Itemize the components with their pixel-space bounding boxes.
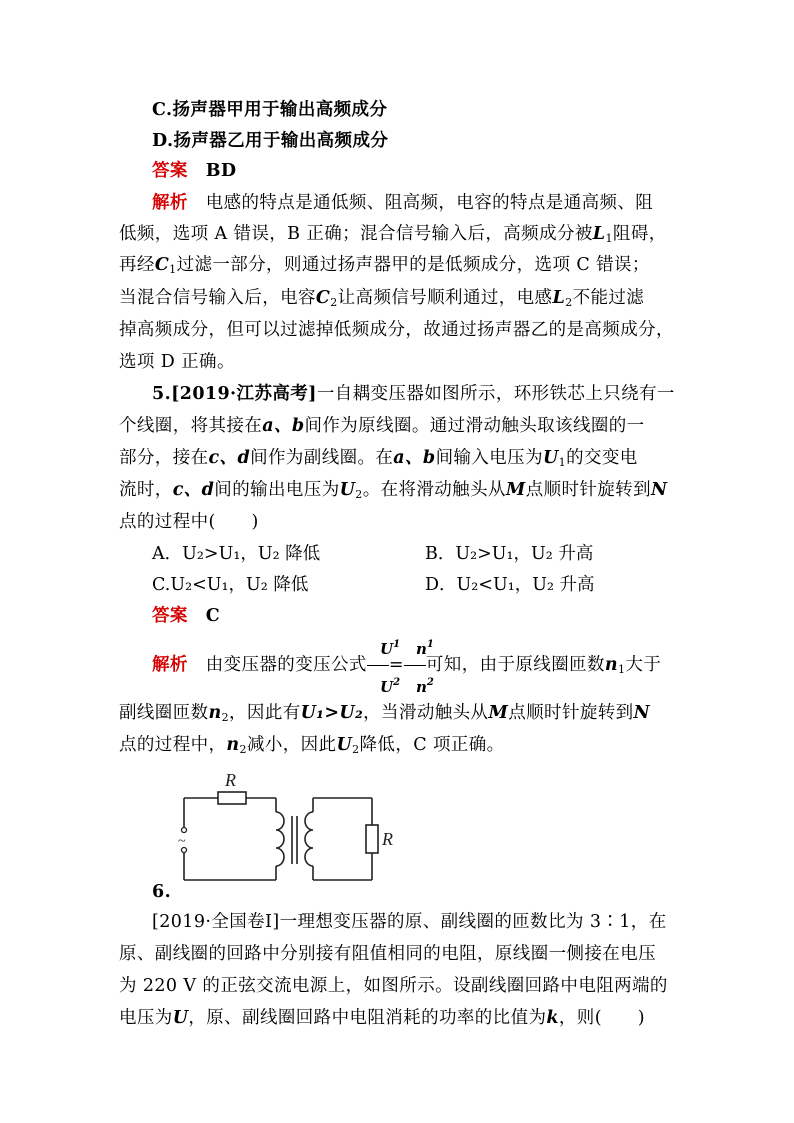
q6-line-2: 原、副线圈的回路中分别接有阻值相同的电阻，原线圈一侧接在电压	[119, 944, 656, 964]
q6-number: 6.	[152, 882, 172, 902]
ac-source-symbol: ~	[178, 834, 186, 849]
secondary-coil	[305, 812, 313, 866]
analysis-label: 解析	[152, 193, 188, 213]
q6-line-4: 电压为U，原、副线圈回路中电阻消耗的功率的比值为k，则( )	[119, 1008, 645, 1028]
q6-line-3: 为 220 V 的正弦交流电源上，如图所示。设副线圈回路中电阻两端的	[119, 976, 668, 996]
q5-line-3: 部分，接在c、d间作为副线圈。在a、b间输入电压为$U_1$的交变电	[119, 448, 638, 469]
formula-u2: $U^2$	[380, 677, 401, 696]
q5-analysis-line-1: 解析 由变压器的变压公式 = 可知，由于原线圈匝数$n_1$大于	[152, 655, 662, 676]
q5-answer-label: 答案	[152, 606, 188, 626]
q5-option-b: B．U₂>U₁，U₂ 升高	[425, 544, 594, 564]
option-c: C.扬声器甲用于输出高频成分	[152, 100, 388, 120]
resistor-label-right: R	[382, 829, 393, 849]
formula-u1: $U^1$	[380, 639, 401, 658]
q5-line-2: 个线圈，将其接在a、b间作为原线圈。通过滑动触头取该线圈的一	[119, 416, 645, 436]
analysis-line-6: 选项 D 正确。	[119, 352, 235, 372]
answer-label: 答案	[152, 161, 188, 181]
q5-line-4: 流时，c、d间的输出电压为$U_2$。在将滑动触头从M点顺时针旋转到N	[119, 480, 668, 501]
q5-option-d: D．U₂<U₁，U₂ 升高	[425, 575, 595, 595]
analysis-line-4: 当混合信号输入后，电容$C_2$让高频信号顺利通过，电感$L_2$不能过滤	[119, 288, 645, 309]
q6-line-1: [2019·全国卷Ⅰ]一理想变压器的原、副线圈的匝数比为 3∶1，在	[152, 912, 667, 932]
q5-analysis-label: 解析	[152, 655, 188, 675]
resistor-label-left: R	[225, 770, 236, 790]
transformer-circuit-figure	[168, 768, 400, 890]
formula-n1: $n^1$	[416, 639, 434, 658]
q5-analysis-line-3: 点的过程中，$n_2$减小，因此$U_2$降低，C 项正确。	[119, 735, 505, 756]
answer-line	[152, 161, 236, 181]
answer-value: BD	[205, 161, 237, 181]
q5-option-c: C.U₂<U₁，U₂ 降低	[152, 575, 309, 595]
secondary-resistor	[366, 825, 378, 853]
q5-answer-line	[152, 606, 220, 626]
analysis-line-2: 低频，选项 A 错误，B 正确；混合信号输入后，高频成分被$L_1$阻碍，	[119, 224, 667, 245]
primary-resistor	[218, 792, 246, 804]
option-d: D.扬声器乙用于输出高频成分	[152, 131, 389, 151]
q5-line-5: 点的过程中( )	[119, 512, 259, 532]
formula-n2: $n^2$	[416, 677, 434, 696]
primary-coil	[276, 812, 284, 866]
q5-analysis-line-2: 副线圈匝数$n_2$，因此有U₁>U₂，当滑动触头从M点顺时针旋转到N	[119, 703, 650, 724]
analysis-line-1: 解析 电感的特点是通低频、阻高频，电容的特点是通高频、阻	[152, 193, 654, 213]
source-terminal-top	[182, 828, 187, 833]
analysis-line-5: 掉高频成分，但可以过滤掉低频成分，故通过扬声器乙的是高频成分，	[119, 320, 674, 340]
q5-option-a: A．U₂>U₁，U₂ 降低	[152, 544, 321, 564]
q5-line-1: 5.[2019·江苏高考]一自耦变压器如图所示，环形铁芯上只绕有一	[152, 384, 675, 404]
analysis-line-3: 再经$C_1$过滤一部分，则通过扬声器甲的是低频成分，选项 C 错误；	[119, 255, 650, 276]
q5-answer-value: C	[205, 606, 221, 626]
